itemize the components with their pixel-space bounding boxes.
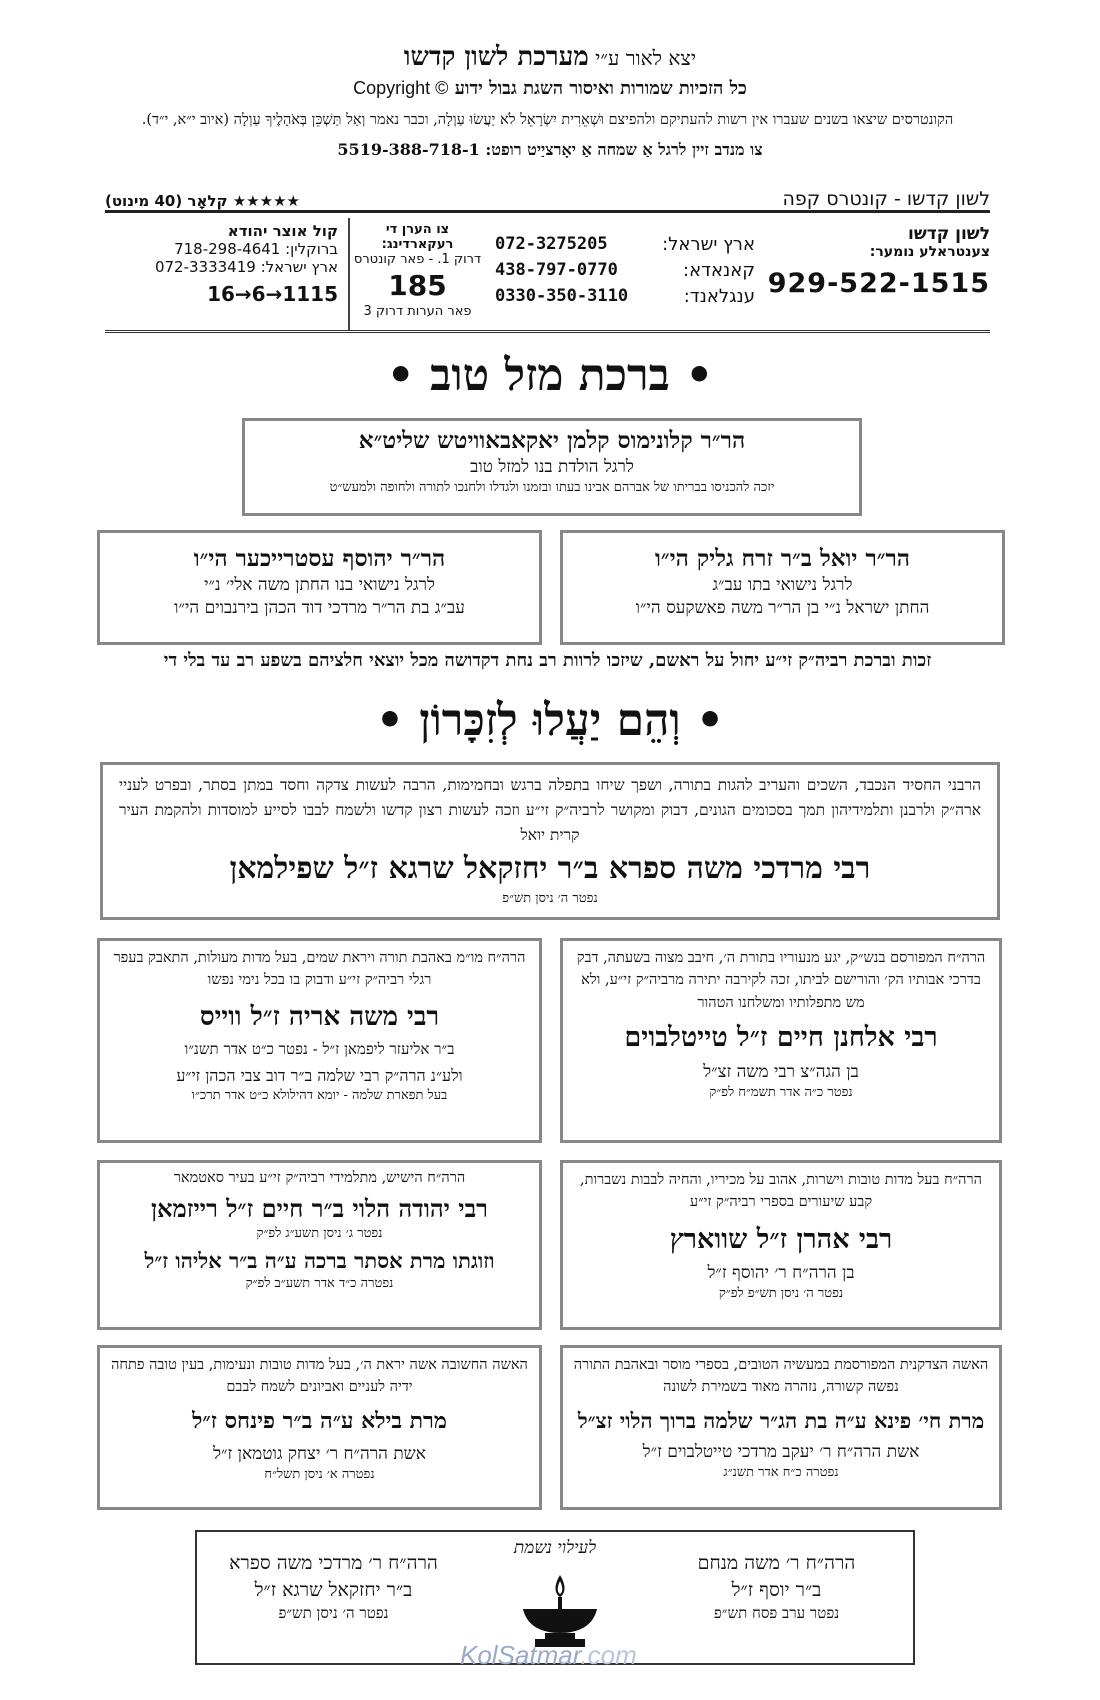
memorial-l2-name: רבי יהודה הלוי ב״ר חיים ז״ל רייזמאן — [151, 1193, 488, 1223]
watermark-main: KolSatmar — [460, 1640, 581, 1670]
mazel-right-name: הר״ר יואל ב״ר זרח גליק הי״ו — [654, 545, 911, 572]
memorial-l2-desc: הרה״ח הישיש, מתלמידי רביה״ק זי״ע בעיר סאטמאר — [173, 1170, 466, 1186]
memorial-l1-name: רבי משה אריה ז״ל ווייס — [199, 1001, 440, 1032]
central-number-block — [755, 218, 990, 330]
mazel-left-box — [97, 530, 542, 645]
memorial-l3-husband: אשת הרה״ח ר׳ יצחק גוטמאן ז״ל — [213, 1443, 426, 1464]
memorial-r1-box — [560, 938, 1002, 1143]
mazel-main-occasion: לרגל הולדת בנו למזל טוב — [470, 457, 634, 478]
kol-block — [105, 218, 338, 330]
mazel-main-blessing: יזכה להכניסו בבריתו של אברהם אבינו בעתו ובזמנו ולגדלו ולחנכו לתורה ולחופה ולמעש״ט — [329, 479, 775, 495]
header-rights — [0, 78, 1100, 99]
memorial-r3-date: נפטרה כ״ח אדר תשנ״ג — [723, 1465, 839, 1481]
info-title: לשון קדשו — [907, 224, 990, 244]
mazel-tov-title: • ברכת מזל טוב • — [386, 350, 714, 401]
info-subtitle: צענטראלע נומער: — [869, 244, 990, 260]
memorial-l2-wife-date: נפטרה כ״ד אדר תשע״ב לפ״ק — [245, 1275, 394, 1291]
recording-line2: פאר הערות דרוק 3 — [363, 304, 472, 319]
mazel-right-groom: החתן ישראל נ״י בן הר״ר משה פאשקעס הי״ו — [635, 597, 930, 618]
memorial-main-date: נפטר ה׳ ניסן תש״פ — [502, 890, 598, 906]
watermark — [460, 1640, 637, 1671]
memorial-r1-desc: הרה״ח המפורסם בנש״ק, יגע מנעוריו בתורת ה׳, חיבב מצוה בשעתה, דבק בדרכי אבותיו הק׳ והורישם לביתו, זכה לקירבה יתירה מרביה״ק זי״ע, ולא מש מתפלותיו ומשלחנו הטהור — [576, 950, 986, 1011]
memorial-r2-desc: הרה״ח בעל מדות טובות וישרות, אהוב על מכיריו, והחיה לבבות נשברות, קבע שיעורים בספרי רביה״ק זי״ע — [580, 1172, 982, 1211]
memorial-l2-wife: וזוגתו מרת אסתר ברכה ע״ה ב״ר אליהו ז״ל — [144, 1247, 495, 1273]
phone-value: 072-3275205 — [495, 234, 608, 254]
memorial-main-name: רבי מרדכי משה ספרא ב״ר יחזקאל שרגא ז״ל שפילמאן — [229, 851, 871, 887]
footer-center-text: לעילוי נשמת — [513, 1538, 597, 1558]
kol-code: 16→6→1115 — [207, 282, 338, 306]
memorial-l1-desc: הרה״ח מו״מ באהבת תורה ויראת שמים, בעל מדות מעולות, התאבק בעפר רגלי רביה״ק זי״ע ודבוק בו בכל נימי נפשו — [113, 950, 526, 989]
publisher-name: מערכת לשון קדשו — [403, 42, 589, 72]
mazel-right-occasion: לרגל נישואי בתו עב״ג — [712, 575, 853, 596]
header-notice: הקונטרסים שיצאו בשנים שעברו אין רשות להעתיקם ולהפיצם וּשְׁאֵרִית יִשְׂרָאֵל לֹא יַעֲשׂוּ עַוְלָה, וכבר נאמר וְאַל תַּשְׁכֵּן בְּאֹהָלֶיךָ עַוְלָה (איוב י״א, י״ד). — [141, 112, 954, 128]
footer-left — [197, 1532, 470, 1663]
memorial-l1-box — [97, 938, 542, 1143]
rights-text: כל הזכיות שמורות ואיסור השגת גבול ידוע — [454, 78, 747, 99]
memorial-r1-name: רבי אלחנן חיים ז״ל טייטלבוים — [624, 1022, 938, 1054]
memorial-r3-box — [560, 1345, 1002, 1510]
header-sponsor: צו מנדב זיין לרגל אַ שמחה אַ יאָרציַיט רופט: 5519-388-718-1 — [337, 140, 763, 159]
mazel-right-box — [560, 530, 1005, 645]
recording-number: 185 — [388, 269, 447, 302]
title-strip — [105, 184, 990, 213]
memorial-r2-box — [560, 1160, 1002, 1330]
phone-row — [495, 260, 755, 281]
info-row — [105, 218, 990, 333]
phones-block — [495, 218, 755, 330]
memorial-r2-date: נפטר ה׳ ניסן תש״פ לפ״ק — [718, 1286, 844, 1302]
phone-value: 0330-350-3110 — [495, 286, 629, 306]
memorial-main-box — [100, 762, 1000, 920]
phone-label: קאנאדא: — [683, 260, 755, 281]
footer-right-name: הרה״ח ר׳ משה מנחם — [697, 1552, 856, 1574]
memorial-main-desc: הרבני החסיד הנכבד, השכים והעריב להגות בתורה, ושפך שיחו בתפלה ברגש ובחמימות, הרבה לעשות צדקה וחסד במתן בסתר, ובפרט לעניי ארה״ק ולרבנן ותלמידיהון תמך בסכומים הגונים, דבוק ומקושר לרביה״ק זי״ע וזכה לעשות רצון קדשו ולשמח לבבו לסייע למוסדות ולהקמת העיר קרית יואל — [119, 776, 982, 844]
phone-label: ענגלאנד: — [683, 286, 755, 307]
strip-rating: ★★★★★ קלאָר (40 מינוט) — [105, 192, 300, 210]
memorial-r3-desc: האשה הצדקנית המפורסמת במעשיה הטובים, בספרי מוסר ובאהבת התורה נפשה קשורה, נזהרה מאוד בשמירת לשונה — [573, 1357, 989, 1396]
footer-left-father: ב״ר יחזקאל שרגא ז״ל — [254, 1578, 413, 1601]
kol-line2: ארץ ישראל: 072-3333419 — [154, 258, 338, 276]
memorial-r2-father: בן הרה״ח ר׳ יהוסף ז״ל — [707, 1263, 855, 1284]
footer-left-date: נפטר ה׳ ניסן תש״פ — [278, 1604, 389, 1623]
phone-row — [495, 234, 755, 255]
watermark-suffix: .com — [580, 1640, 637, 1670]
memorial-r3-husband: אשת הרה״ח ר׳ יעקב מרדכי טייטלבוים ז״ל — [642, 1442, 920, 1463]
memorial-l1-father: ב״ר אליעזר ליפמאן ז״ל - נפטר כ״ט אדר תשנ״ו — [184, 1040, 455, 1059]
footer-left-name: הרה״ח ר׳ מרדכי משה ספרא — [229, 1552, 438, 1574]
phone-label: ארץ ישראל: — [662, 234, 755, 255]
strip-title: לשון קדשו - קונטרס קפה — [782, 188, 990, 210]
phone-row — [495, 286, 755, 307]
recording-block — [348, 218, 485, 330]
memorial-r1-father: בן הגה״צ רבי משה זצ״ל — [703, 1061, 859, 1082]
publisher-prefix: יצא לאור ע״י — [595, 46, 697, 70]
memorial-l1-extra: ולע״נ הרה״ק רבי שלמה ב״ר דוב צבי הכהן זי״ע — [176, 1066, 463, 1086]
mazel-left-occasion: לרגל נישואי בנו החתן משה אלי׳ נ״י — [204, 575, 435, 596]
main-phone-number: 929-522-1515 — [767, 268, 990, 299]
mazel-left-name: הר״ר יהוסף עסטרייכער הי״ו — [193, 545, 446, 572]
footer-right-father: ב״ר יוסף ז״ל — [731, 1578, 822, 1601]
zchus-line: זכות וברכת רביה״ק זי״ע יחול על ראשם, שיזכו לרוות רב נחת דקדושה מכל יוצאי חלציהם בשפע רב עד בלי די — [163, 650, 932, 671]
kol-title: קול אוצר יהודא — [227, 222, 338, 240]
memorial-l3-date: נפטרה א׳ ניסן תשל״ח — [264, 1466, 375, 1482]
footer-right-date: נפטר ערב פסח תש״פ — [713, 1604, 840, 1623]
memorial-l3-box — [97, 1345, 542, 1510]
memorial-r1-date: נפטר כ״ה אדר תשמ״ח לפ״ק — [709, 1084, 853, 1100]
copyright-text: Copyright © — [353, 78, 449, 98]
memorial-l3-desc: האשה החשובה אשה יראת ה׳, בעל מדות טובות ונעימות, בעין טובה פתחה ידיה לעניים ואביונים לשמח לבבם — [111, 1357, 528, 1396]
header-line1 — [0, 42, 1100, 72]
zikaron-title: • וְהֵם יַעֲלוּ לְזִכָּרוֹן • — [375, 695, 725, 746]
mazel-main-name: הר״ר קלונימוס קלמן יאקאבאוויטש שליט״א — [358, 427, 746, 454]
recording-line1: דרוק 1. - פאר קונטרס — [353, 252, 482, 267]
memorial-r3-name: מרת חי׳ פינא ע״ה בת הג״ר שלמה ברוך הלוי זצ״ל — [577, 1407, 985, 1433]
kol-line1: ברוקלין: 718-298-4641 — [174, 240, 338, 258]
memorial-l2-date: נפטר ג׳ ניסן תשע״ג לפ״ק — [256, 1225, 383, 1241]
memorial-l3-name: מרת בילא ע״ה ב״ר פינחס ז״ל — [192, 1407, 447, 1434]
memorial-l1-date: בעל תפארת שלמה - יומא דהילולא כ״ט אדר תרכ״ו — [191, 1087, 448, 1103]
recording-title: צו הערן די רעקארדינג: — [381, 222, 454, 252]
mazel-main-box — [242, 418, 862, 516]
candle-lamp-icon — [505, 1537, 615, 1657]
memorial-r2-name: רבי אהרן ז״ל שווארץ — [669, 1223, 893, 1255]
mazel-left-bride: עב״ג בת הר״ר מרדכי דוד הכהן בירנבוים הי״ו — [174, 597, 465, 618]
memorial-l2-box — [97, 1160, 542, 1330]
phone-value: 438-797-0770 — [495, 260, 618, 280]
footer-right — [640, 1532, 913, 1663]
